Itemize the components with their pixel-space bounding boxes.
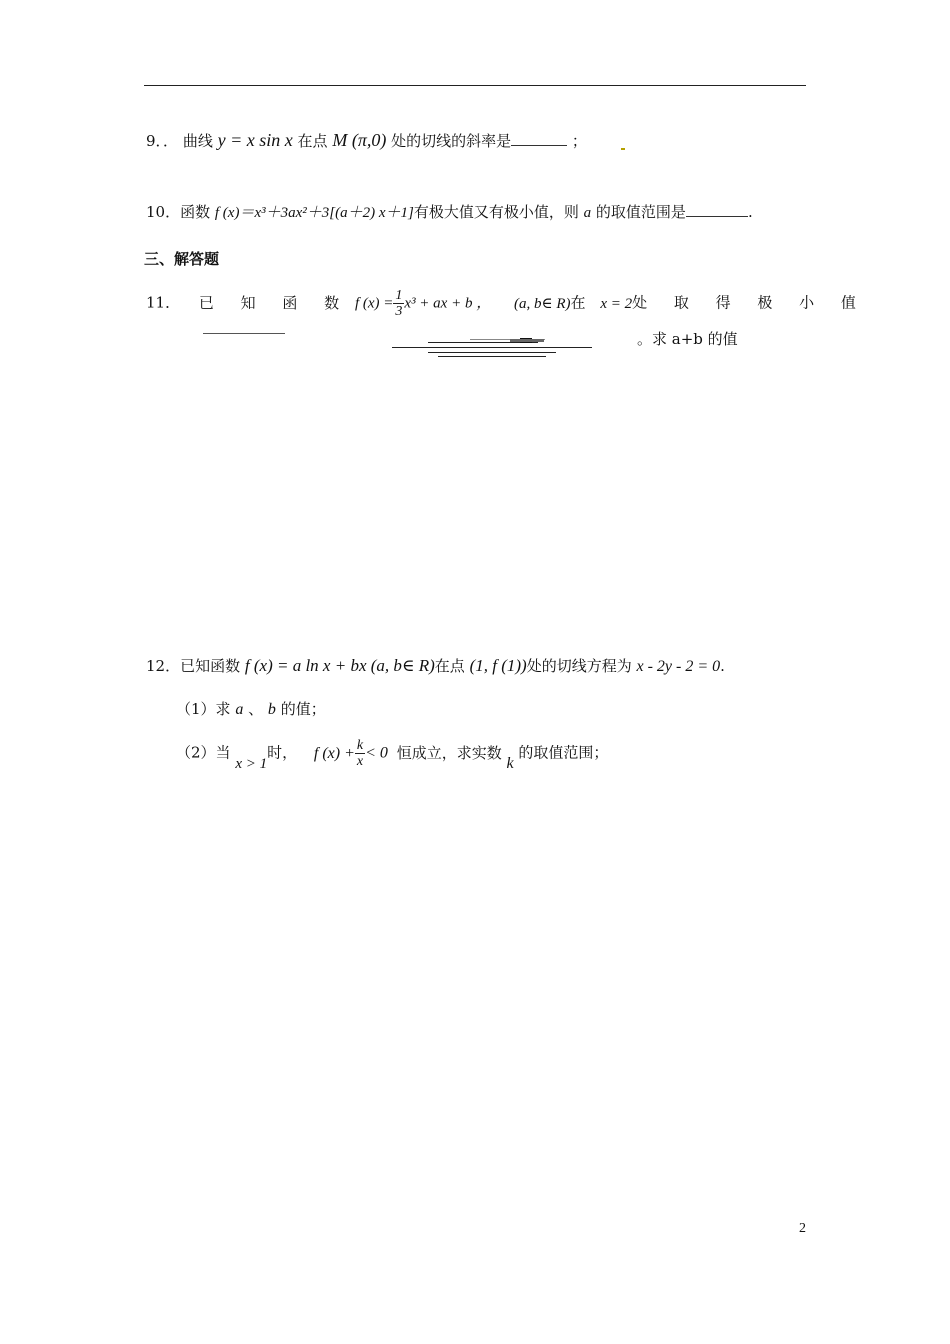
question-11 bbox=[146, 288, 867, 319]
q12-sub-1 bbox=[176, 698, 326, 719]
q12-sub2-text-1: 时， bbox=[267, 743, 298, 762]
q12-tail: . bbox=[720, 657, 725, 675]
q10-var-a: a bbox=[583, 205, 592, 221]
q9-tail: ； bbox=[571, 132, 587, 150]
q9-text-2: 在点 bbox=[297, 132, 328, 150]
q12-number: 12． bbox=[146, 657, 181, 675]
q11-number: 11． bbox=[146, 293, 181, 312]
question-12 bbox=[146, 655, 725, 676]
q12-sub2-tail: 的取值范围； bbox=[518, 743, 609, 762]
section-heading: 三、解答题 bbox=[144, 250, 220, 268]
header-rule bbox=[144, 85, 806, 86]
q11-tail: 。求 a+b 的值 bbox=[637, 330, 738, 348]
q10-formula: f (x)＝x³＋3ax²＋3[(a＋2) x＋1] bbox=[214, 205, 414, 221]
q10-text-1: 函数 bbox=[180, 203, 211, 221]
q12-sub1-label: （1）求 bbox=[176, 700, 231, 718]
q9-text-3: 处的切线的斜率是 bbox=[391, 132, 512, 150]
q11-condition: (a, b∈ R) bbox=[514, 295, 571, 312]
q11-fraction bbox=[393, 288, 404, 319]
page-number: 2 bbox=[799, 1221, 806, 1236]
q10-text-2: 有极大值又有极小值，则 bbox=[413, 203, 579, 221]
q12-sub2-text-2: 恒成立，求实数 bbox=[396, 743, 502, 762]
q11-frac-num: 1 bbox=[395, 288, 403, 303]
q12-tangent-line: x - 2y - 2 = 0 bbox=[636, 658, 721, 675]
q10-answer-blank[interactable] bbox=[686, 216, 748, 217]
q9-formula-curve: y = x sin x bbox=[217, 130, 293, 150]
question-9 bbox=[146, 130, 587, 151]
stray-mark bbox=[621, 148, 625, 150]
q12-sub-2 bbox=[176, 738, 609, 772]
q12-point: (1, f (1)) bbox=[469, 656, 527, 675]
q11-text-2: 在 bbox=[570, 293, 586, 312]
q12-sub2-formula-rhs: < 0 bbox=[365, 744, 388, 762]
q11-frac-den: 3 bbox=[395, 304, 403, 319]
q12-sub2-formula-lhs: f (x) + bbox=[313, 744, 355, 762]
q12-sub2-label: （2）当 bbox=[176, 743, 231, 762]
q12-sub1-var-a: a bbox=[235, 701, 244, 718]
q10-text-3: 的取值范围是 bbox=[595, 203, 686, 221]
q9-number: 9．． bbox=[146, 132, 179, 150]
q11-text-3: 处 取 得 极 小 值 bbox=[632, 293, 867, 312]
q10-tail: . bbox=[747, 203, 753, 221]
q11-formula-lhs: f (x) = bbox=[354, 295, 394, 312]
q11-x-value: x = 2 bbox=[600, 295, 633, 312]
question-10 bbox=[146, 201, 753, 222]
q12-text-2: 在点 bbox=[434, 657, 465, 675]
q12-sub2-condition: x > 1 bbox=[235, 755, 268, 772]
q12-sub2-var-k: k bbox=[506, 754, 514, 772]
q9-formula-point: M (π,0) bbox=[332, 130, 387, 150]
q12-sub2-frac-num: k bbox=[356, 738, 364, 753]
q9-text-1: 曲线 bbox=[182, 132, 213, 150]
q9-answer-blank[interactable] bbox=[511, 145, 567, 146]
q12-formula: f (x) = a ln x + bx (a, b∈ R) bbox=[244, 656, 435, 675]
q12-text-1: 已知函数 bbox=[180, 657, 241, 675]
q11-text-1: 已 知 函 数 bbox=[198, 293, 351, 312]
q10-number: 10． bbox=[146, 203, 181, 221]
q11-formula-rhs: x³ + ax + b ， bbox=[404, 295, 492, 312]
q12-sub1-sep: 、 bbox=[248, 700, 264, 718]
q12-sub1-var-b: b bbox=[267, 701, 276, 718]
q12-sub2-frac-den: x bbox=[356, 754, 364, 769]
q11-answer-blank[interactable] bbox=[203, 333, 285, 334]
q12-sub1-tail: 的值； bbox=[280, 700, 326, 718]
q12-sub2-fraction bbox=[355, 738, 365, 769]
q12-text-3: 处的切线方程为 bbox=[526, 657, 632, 675]
